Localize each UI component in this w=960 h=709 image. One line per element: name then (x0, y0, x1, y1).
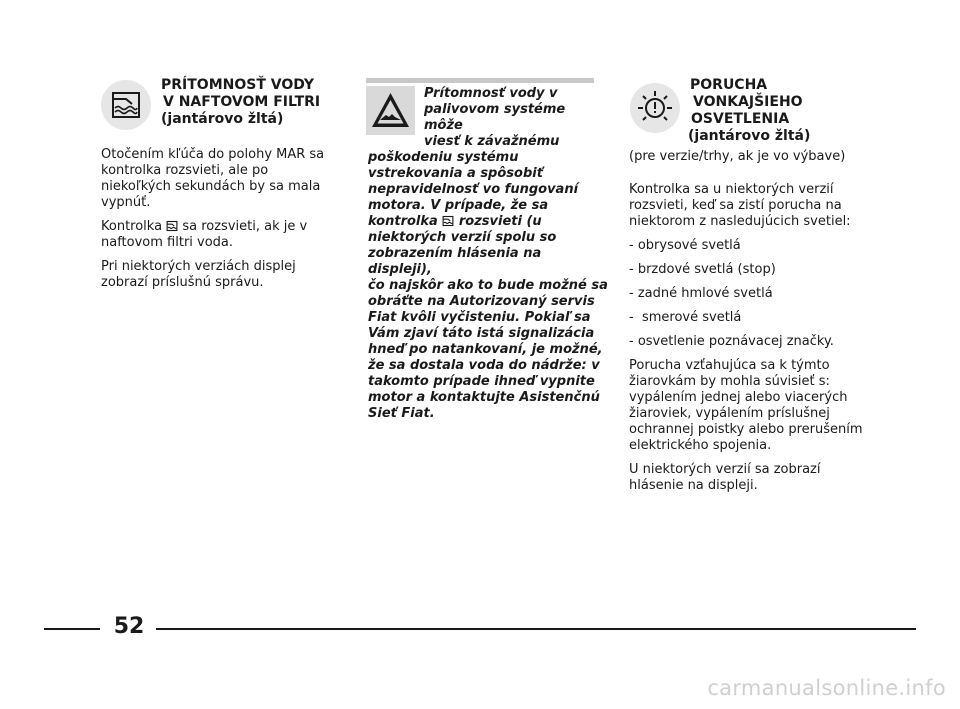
list-item: - obrysové svetlá (629, 238, 741, 253)
heading-line: PRÍTOMNOSŤ VODY (161, 77, 314, 93)
list-item: - smerové svetlá (629, 310, 742, 325)
paragraph (629, 182, 879, 230)
text-line: obráťte na Autorizovaný servis (368, 294, 595, 309)
text-line: motora. V prípade, že sa (368, 198, 549, 213)
heading-line: VONKAJŠIEHO (693, 94, 803, 110)
text-line: takomto prípade ihneď vypnite (368, 374, 595, 389)
text-line: Otočením kľúča do polohy MAR sa (101, 147, 325, 162)
text-line: Sieť Fiat. (368, 406, 435, 421)
water-in-fuel-body (101, 147, 341, 299)
list-item: - brzdové svetlá (stop) (629, 262, 776, 277)
paragraph (101, 219, 341, 251)
heading-line: (jantárovo žltá) (161, 111, 284, 127)
list-item: - zadné hmlové svetlá (629, 286, 773, 301)
text-line: zobrazením hlásenia na displeji), (368, 246, 542, 277)
paragraph (629, 462, 879, 494)
text-line: žiarovkám by mohla súvisieť s: (629, 374, 830, 389)
text-line: kontrolka rozsvieti, ale po (101, 163, 269, 178)
text-line: Porucha vzťahujúca sa k týmto (629, 358, 830, 373)
text-fragment: Kontrolka (101, 219, 163, 234)
text-line (368, 214, 608, 230)
text-fragment: rozsvieti (u (458, 214, 542, 229)
text-line: Vám zjaví táto istá signalizácia (368, 326, 595, 341)
text-line: vypálením jednej alebo viacerých (629, 390, 848, 405)
exterior-lights-body (629, 149, 879, 502)
text-line: niekoľkých sekundách by sa mala (101, 179, 321, 194)
text-fragment: kontrolka (368, 214, 438, 229)
text-line: Prítomnosť vody v (424, 86, 558, 101)
page-number: 52 (113, 614, 145, 639)
text-line: hneď po natankovaní, je možné, (368, 342, 603, 357)
exterior-lights-icon-circle (630, 83, 680, 133)
text-line: viesť k závažnému (424, 134, 560, 149)
text-line: žiaroviek, vypálením príslušnej (629, 406, 830, 421)
text-line: palivovom systéme môže (424, 102, 566, 133)
heading-line: PORUCHA (690, 77, 768, 93)
text-line: že sa dostala voda do nádrže: v (368, 358, 600, 373)
exterior-lights-failure-icon (635, 88, 675, 128)
text-line: elektrického spojenia. (629, 438, 772, 453)
water-in-fuel-filter-icon (442, 215, 454, 227)
text-line: vstrekovania a spôsobiť (368, 166, 543, 181)
exterior-lights-heading (688, 77, 810, 145)
warning-text (368, 86, 608, 422)
watermark: carmanualsonline.info (707, 676, 946, 700)
list-item: - osvetlenie poznávacej značky. (629, 334, 834, 349)
water-in-fuel-heading (161, 77, 320, 128)
text-fragment: sa rozsvieti, ak je v (182, 219, 308, 234)
footer-rule-left (44, 628, 100, 630)
paragraph (101, 259, 341, 291)
text-line: Fiat kvôli vyčisteniu. Pokiaľ sa (368, 310, 591, 325)
text-line: U niektorých verzií sa zobrazí (629, 462, 821, 477)
text-line: rozsvieti, keď sa zistí porucha na (629, 198, 842, 213)
warning-top-bar (366, 78, 594, 83)
water-in-fuel-filter-icon (110, 90, 142, 120)
paragraph (629, 358, 879, 454)
text-line: nepravidelnosť vo fungovaní (368, 182, 579, 197)
paragraph (629, 149, 879, 165)
text-line: ochrannej poistky alebo prerušením (629, 422, 863, 437)
text-line: poškodeniu systému (368, 150, 519, 165)
footer-rule-right (156, 628, 916, 630)
text-line: niektorom z nasledujúcich svetiel: (629, 214, 851, 229)
water-in-fuel-icon-circle (101, 80, 151, 130)
heading-line: OSVETLENIA (691, 111, 790, 127)
text-line: vypnúť. (101, 195, 151, 210)
text-line: hlásenie na displeji. (629, 478, 758, 493)
text-line: Kontrolka sa u niektorých verzií (629, 182, 834, 197)
heading-line: (jantárovo žltá) (688, 128, 811, 144)
water-in-fuel-filter-icon (166, 220, 178, 232)
text-line: naftovom filtri voda. (101, 235, 234, 250)
text-line: čo najskôr ako to bude možné sa (368, 278, 608, 293)
text-line: zobrazí príslušnú správu. (101, 275, 264, 290)
heading-line: V NAFTOVOM FILTRI (163, 94, 321, 110)
paragraph (101, 147, 341, 211)
subtitle: (pre verzie/trhy, ak je vo výbave) (629, 149, 846, 164)
text-line: Pri niektorých verziách displej (101, 259, 296, 274)
text-line: motor a kontaktujte Asistenčnú (368, 390, 600, 405)
text-line: niektorých verzií spolu so (368, 230, 557, 245)
